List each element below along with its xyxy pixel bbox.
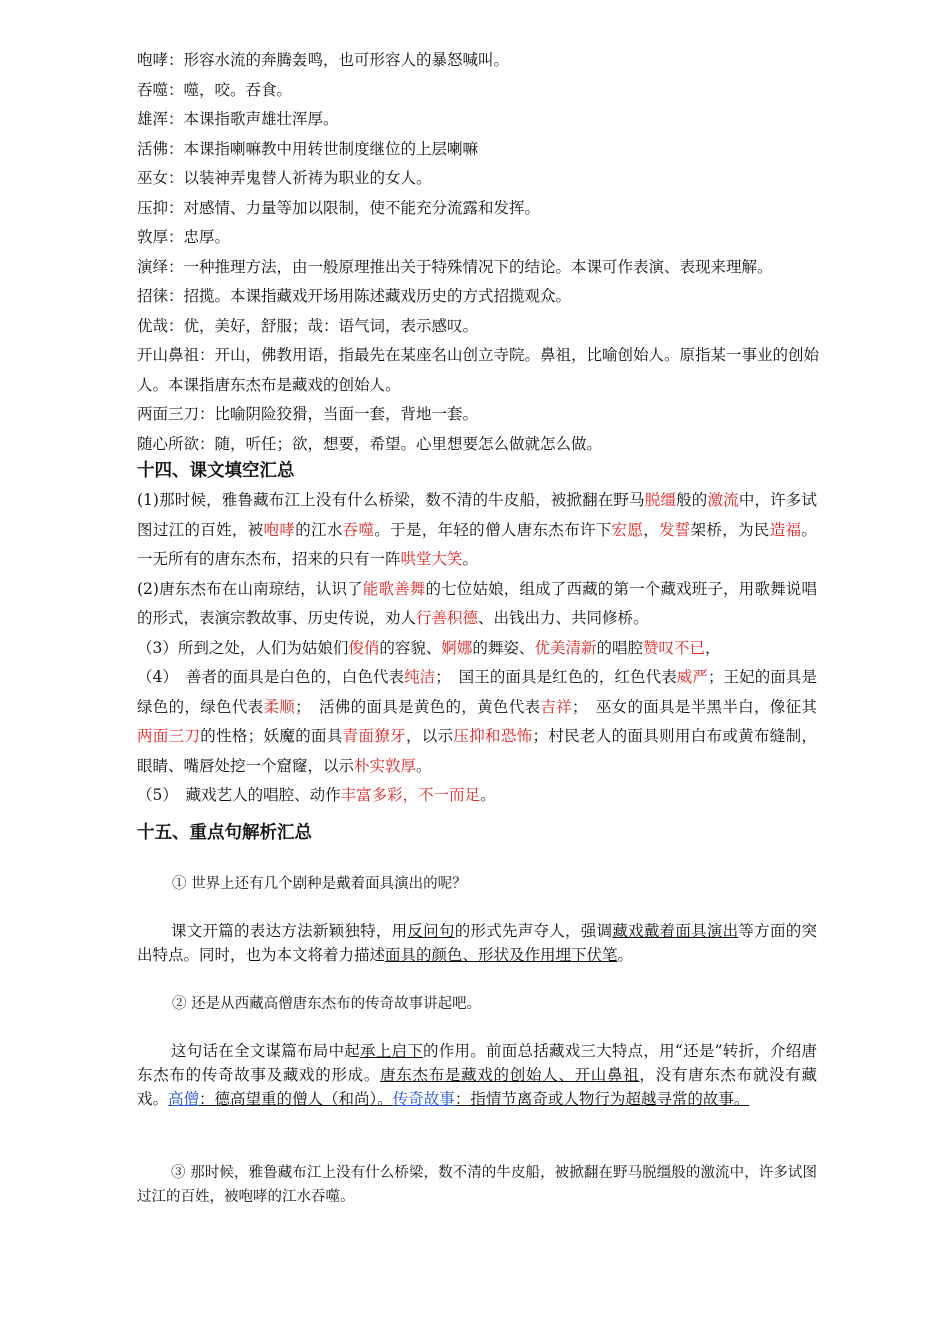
key-sentence-3: ③ 那时候，雅鲁藏布江上没有什么桥梁，数不清的牛皮船，被掀翻在野马脱缰般的激流中，许多试图过江的百姓，被咆哮的江水吞噬。 <box>137 1165 817 1205</box>
section-15-heading: 十五、重点句解析汇总 <box>137 823 312 843</box>
fill-item-4: （4） 善者的面具是白色的，白色代表纯洁； 国王的面具是红色的，红色代表威严；王妃的面具是绿色的，绿色代表柔顺； 活佛的面具是黄色的，黄色代表吉祥； 巫女的面具是半黑半白，像征其两面三刀的性格；妖魔的面具青面獠牙，以示压抑和恐怖；村民老人的面具则用白布或黄布缝制，眼睛、嘴唇处挖一个窟窿，以示朴实敦厚。 <box>137 668 817 775</box>
answer: 柔顺 <box>263 697 296 716</box>
glossary-item: 开山鼻祖：开山，佛教用语，指最先在某座名山创立寺院。鼻祖，比喻创始人。原指某一事业的创始人。本课指唐东杰布是藏戏的创始人。 <box>137 346 820 394</box>
fill-blank-section <box>137 486 817 811</box>
section-14-heading: 十四、课文填空汇总 <box>137 461 295 481</box>
fill-item-1: (1)那时候，雅鲁藏布江上没有什么桥梁，数不清的牛皮船，被掀翻在野马脱缰般的激流中，许多试图过江的百姓，被咆哮的江水吞噬。于是，年轻的僧人唐东杰布许下宏愿，发誓架桥，为民造福。一无所有的唐东杰布，招来的只有一阵哄堂大笑。 <box>137 491 817 568</box>
glossary-item: 压抑：对感情、力量等加以限制，使不能充分流露和发挥。 <box>137 198 541 217</box>
answer: 宏愿 <box>611 520 644 539</box>
answer: 威严 <box>676 668 708 686</box>
answer: 脱缰 <box>644 491 677 509</box>
glossary-item: 随心所欲：随，听任；欲，想要，希望。心里想要怎么做就怎么做。 <box>137 434 603 453</box>
underlined-term: 承上启下 <box>359 1042 423 1060</box>
answer: 丰富多彩，不一而足 <box>340 786 481 804</box>
answer: 俊俏 <box>348 638 380 657</box>
key-sentence-2: ② 还是从西藏高僧唐东杰布的传奇故事讲起吧。 <box>172 996 482 1012</box>
answer: 激流 <box>707 491 739 509</box>
answer: 压抑和恐怖 <box>453 727 533 745</box>
underlined-term: 面具的颜色、形状及作用埋下伏笔 <box>385 946 618 964</box>
glossary-item: 两面三刀：比喻阴险狡猾，当面一套，背地一套。 <box>137 405 479 423</box>
glossary-item: 敦厚：忠厚。 <box>137 228 231 246</box>
underlined-term: 唐东杰布是藏戏的创始人、开山鼻祖 <box>380 1066 640 1084</box>
answer: 赞叹不已 <box>642 638 705 657</box>
answer: 吉祥 <box>540 697 572 716</box>
answer: 两面三刀 <box>137 727 201 745</box>
analysis-1: 课文开篇的表达方法新颖独特，用反问句的形式先声夺人，强调藏戏戴着面具演出等方面的突出特点。同时，也为本文将着力描述面具的颜色、形状及作用埋下伏笔。 <box>137 922 817 964</box>
fill-item-5: （5） 藏戏艺人的唱腔、动作丰富多彩，不一而足。 <box>137 786 496 804</box>
fill-item-2: (2)唐东杰布在山南琼结，认识了能歌善舞的七位姑娘，组成了西藏的第一个藏戏班子，用歌舞说唱的形式，表演宗教故事、历史传说，劝人行善积德、出钱出力、共同修桥。 <box>137 579 817 627</box>
glossary-item: 招徕：招揽。本课指藏戏开场用陈述藏戏历史的方式招揽观众。 <box>137 287 572 305</box>
answer: 吞噬 <box>342 520 375 539</box>
answer: 朴实敦厚 <box>354 756 417 775</box>
answer: 造福 <box>769 520 802 539</box>
answer: 纯洁 <box>404 668 436 686</box>
answer: 咆哮 <box>263 520 296 539</box>
glossary-item: 吞噬：噬，咬。吞食。 <box>137 80 293 99</box>
glossary-item: 雄浑：本课指歌声雄壮浑厚。 <box>137 110 339 128</box>
answer: 行善积德 <box>416 609 479 627</box>
answer: 青面獠牙 <box>342 727 406 745</box>
answer: 哄堂大笑 <box>400 550 463 568</box>
glossary-item: 演绎：一种推理方法，由一般原理推出关于特殊情况下的结论。本课可作表演、表现来理解。 <box>137 257 773 276</box>
answer: 能歌善舞 <box>362 579 426 598</box>
glossary-item: 优哉：优，美好，舒服；哉：语气词，表示感叹。 <box>137 316 479 335</box>
analysis-2: 这句话在全文谋篇布局中起承上启下的作用。前面总括藏戏三大特点，用“还是”转折，介绍唐东杰布的传奇故事及藏戏的形成。唐东杰布是藏戏的创始人、开山鼻祖，没有唐东杰布就没有藏戏。高僧：德高望重的僧人（和尚）。传奇故事：指情节离奇或人物行为超越寻常的故事。 <box>137 1042 817 1108</box>
underlined-term: 反问句 <box>407 922 455 940</box>
glossary-item: 巫女：以装神弄鬼替人祈祷为职业的女人。 <box>137 169 432 187</box>
blue-term: 高僧 <box>168 1090 200 1108</box>
underlined-term: 藏戏戴着面具演出 <box>612 922 739 940</box>
key-sentence-1: ① 世界上还有几个剧种是戴着面具演出的呢？ <box>172 876 467 892</box>
fill-item-3: （3）所到之处，人们为姑娘们俊俏的容貌、婀娜的舞姿、优美清新的唱腔赞叹不已， <box>137 638 721 657</box>
answer: 优美清新 <box>534 638 597 657</box>
glossary-item: 活佛：本课指喇嘛教中用转世制度继位的上层喇嘛 <box>137 139 479 158</box>
answer: 婀娜 <box>441 638 473 657</box>
glossary-item: 咆哮：形容水流的奔腾轰鸣，也可形容人的暴怒喊叫。 <box>137 51 510 69</box>
glossary-list <box>137 46 827 459</box>
answer: 发誓 <box>659 520 691 539</box>
blue-term: 传奇故事 <box>392 1090 455 1108</box>
